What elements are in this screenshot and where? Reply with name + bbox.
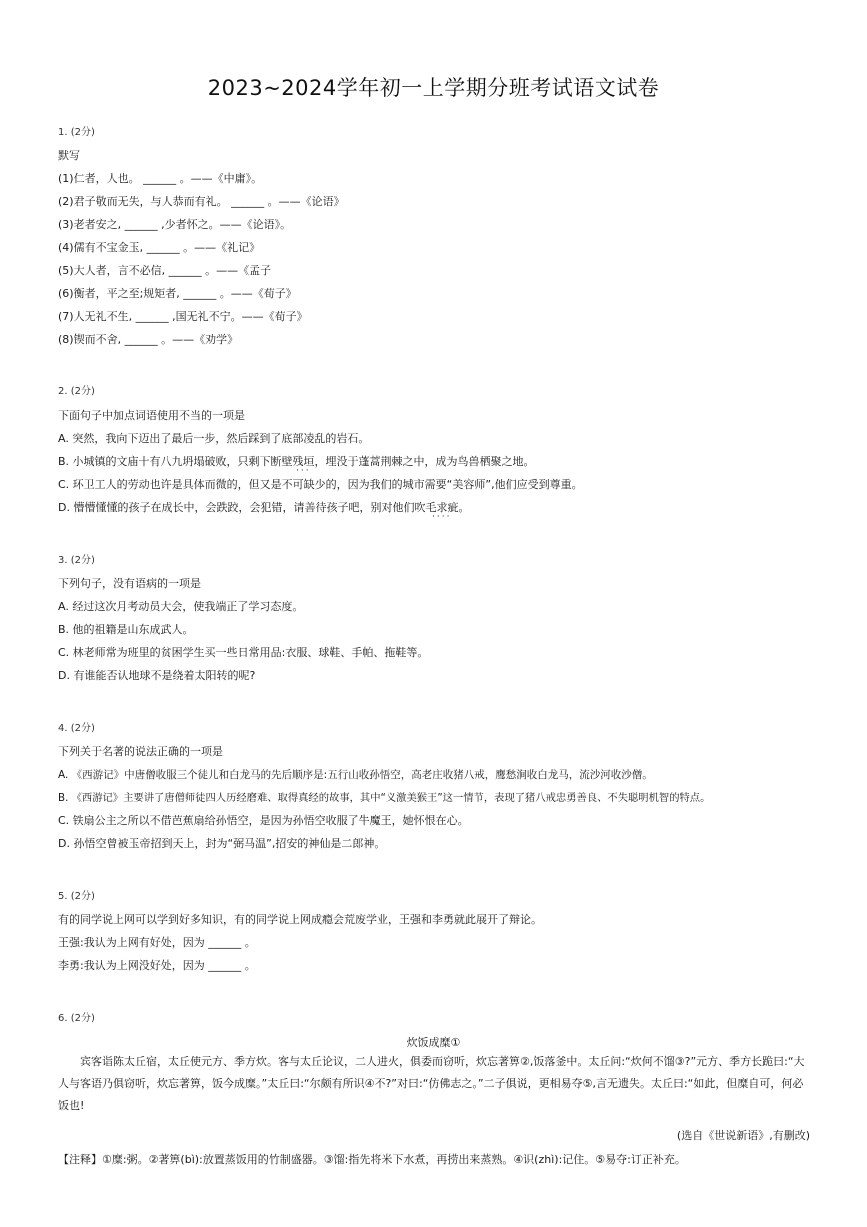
question-4-option-d: D. 孙悟空曾被玉帝招到天上，封为“弼马温”,招安的神仙是二郎神。 [58,837,386,850]
question-2-prompt: 下面句子中加点词语使用不当的一项是 [58,409,245,422]
question-1-item: (8)锲而不舍, ______ 。——《劝学》 [58,333,239,346]
question-3-option-b: B. 他的祖籍是山东成武人。 [58,623,194,636]
passage-notes: 【注释】①糜:粥。②著箅(bì):放置蒸饭用的竹制盛器。③馏:指先将米下水煮，再捞出来蒸熟。④识(zhì):记住。⑤易夺:订正补充。 [58,1153,686,1166]
question-4-option-c: C. 铁扇公主之所以不借芭蕉扇给孙悟空，是因为孙悟空收服了牛魔王，她怀恨在心。 [58,814,469,827]
question-2-option-d: D. 懵懵懂懂的孩子在成长中，会跌跤，会犯错，请善待孩子吧，别对他们吹毛求疵。 [58,501,470,514]
question-1-item: (5)大人者，言不必信, ______ 。——《孟子 [58,264,272,277]
question-3-option-d: D. 有谁能否认地球不是绕着太阳转的呢? [58,669,256,682]
question-2-number: 2. (2分) [58,386,95,397]
question-4-prompt: 下列关于名著的说法正确的一项是 [58,745,223,758]
question-6-number: 6. (2分) [58,1013,95,1024]
passage-paragraph: 宾客诣陈太丘宿，太丘使元方、季方炊。客与太丘论议，二人进火，俱委而窃听，炊忘著箅②,饭落釜中。太丘问:“炊何不馏③?”元方、季方长跪曰:“大人与客语乃俱窃听，炊忘著箅，饭今成糜。”太丘曰:“尔颇有所识④不?”对曰:“仿佛志之。”二子俱说，更相易夺⑤,言无遗失。太丘曰:“如此，但糜自可，何必饭也! [58,1055,805,1112]
question-3-option-a: A. 经过这次月考动员大会，使我端正了学习态度。 [58,600,304,613]
question-1-item: (4)儒有不宝金玉, ______ 。——《礼记》 [58,241,261,254]
emphasis-dots: ···· [432,512,452,522]
exam-title: 2023~2024学年初一上学期分班考试语文试卷 [207,76,660,100]
question-1-prompt: 默写 [58,149,80,162]
question-1-item: (7)人无礼不生, ______ ,国无礼不宁。——《荀子》 [58,310,308,323]
emphasis-dots: ··· [296,466,311,476]
question-2-option-b: B. 小城镇的文庙十有八九坍塌破败，只剩下断壁残垣，埋没于蓬蒿荆棘之中，成为鸟兽栖聚之地。 [58,455,535,468]
question-1-item: (1)仁者，人也。 ______ 。——《中庸》。 [58,172,263,185]
question-1-number: 1. (2分) [58,127,95,138]
question-1-item: (2)君子敬而无失，与人恭而有礼。 ______ 。——《论语》 [58,195,345,208]
question-2-option-a: A. 突然，我向下迈出了最后一步，然后踩到了底部凌乱的岩石。 [58,432,370,445]
passage-source: (选自《世说新语》,有删改) [676,1129,810,1142]
question-1-item: (6)衡者，平之至;规矩者, ______ 。——《荀子》 [58,287,297,300]
question-2-option-c: C. 环卫工人的劳动也许是具体而微的，但又是不可缺少的，因为我们的城市需要“美容师”,他们应受到尊重。 [58,478,583,491]
question-3-number: 3. (2分) [58,555,95,566]
question-5-prompt: 有的同学说上网可以学到好多知识，有的同学说上网成瘾会荒废学业，王强和李勇就此展开了辩论。 [58,913,542,926]
question-1-item: (3)老者安之, ______ ,少者怀之。——《论语》。 [58,218,292,231]
question-5-line: 李勇:我认为上网没好处，因为 ______ 。 [58,959,256,972]
question-4-number: 4. (2分) [58,723,95,734]
question-4-option-b: B. 《西游记》主要讲了唐僧师徒四人历经磨难、取得真经的故事，其中“义激美猴王”这一情节，表现了猪八戒忠勇善良、不失聪明机智的特点。 [58,792,711,804]
question-5-number: 5. (2分) [58,891,95,902]
passage-title: 炊饭成糜① [406,1036,461,1049]
question-4-option-a: A. 《西游记》中唐僧收服三个徒儿和白龙马的先后顺序是:五行山收孙悟空，高老庄收猪八戒，鹰愁涧收白龙马，流沙河收沙僧。 [58,769,653,781]
question-5-line: 王强:我认为上网有好处，因为 ______ 。 [58,936,256,949]
question-3-prompt: 下列句子，没有语病的一项是 [58,577,201,590]
question-3-option-c: C. 林老师常为班里的贫困学生买一些日常用品:衣服、球鞋、手帕、拖鞋等。 [58,646,429,659]
